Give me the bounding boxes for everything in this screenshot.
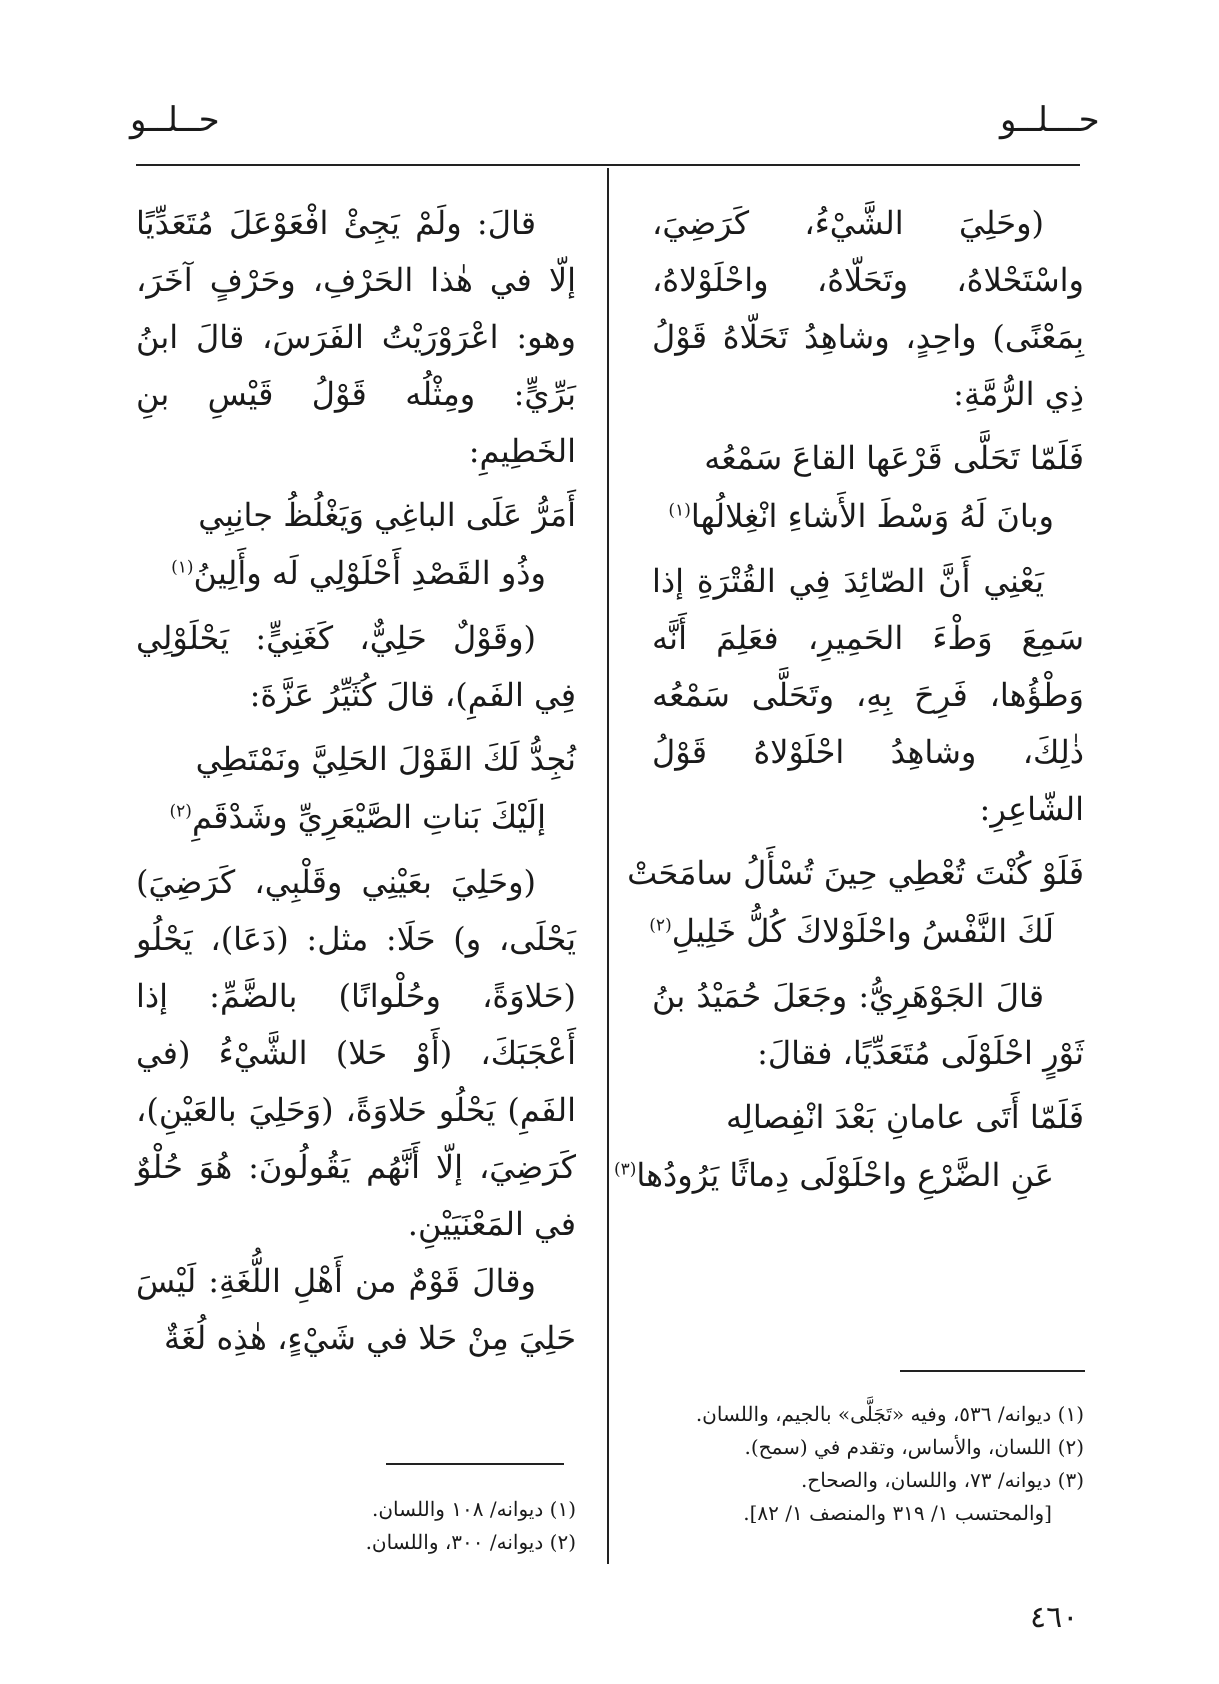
- left-column: [136, 195, 576, 1367]
- right-verse-1-first-hemistich: فَلَمّا تَحَلَّى قَرْعَها القاعَ سَمْعُه: [704, 439, 1084, 477]
- footnote-rule-left: [386, 1463, 564, 1465]
- right-footnotes: [652, 1398, 1084, 1530]
- left-verse-1-second-hemistich: [136, 544, 576, 602]
- footnote-marker: (٣): [613, 1159, 637, 1180]
- header-rule: [136, 164, 1080, 166]
- left-paragraph-2: (وقَوْلٌ حَلِيٌّ، كَغَنِيٍّ: يَحْلَوْلِي فِي الفَمِ)، قالَ كُثَيِّرُ عَزَّةَ:: [136, 619, 576, 714]
- footnote-2: (٢) اللسان، والأساس، وتقدم في (سمح).: [744, 1435, 1084, 1459]
- verse-text: إلَيْكَ بَناتِ الصَّيْعَرِيِّ وشَدْقَمِ: [191, 798, 546, 836]
- right-verse-3-first-hemistich: فَلَمّا أَتَى عامانِ بَعْدَ انْفِصالِه: [725, 1098, 1084, 1136]
- verse-text: وذُو القَصْدِ أَحْلَوْلِي لَه وأَلِينُ: [193, 554, 546, 592]
- right-verse-3-second-hemistich: [613, 1146, 1084, 1204]
- header-root-left: حــلــو: [130, 100, 220, 140]
- footnote-rule-right: [900, 1370, 1085, 1372]
- left-footnotes: [136, 1493, 576, 1559]
- verse-text: عَنِ الضَّرْعِ واحْلَوْلَى دِماثًا يَرُودُها: [636, 1156, 1054, 1194]
- footnote-2: (٢) ديوانه/ ٣٠٠، واللسان.: [365, 1530, 576, 1554]
- right-verse-1-second-hemistich: [652, 487, 1084, 545]
- verse-text: لَكَ النَّفْسُ واحْلَوْلاكَ كُلُّ خَلِيلِ: [671, 912, 1054, 950]
- footnote-marker: (٢): [169, 801, 192, 822]
- footnote-1: (١) ديوانه/ ٥٣٦، وفيه «تَجَلَّى» بالجيم، واللسان.: [695, 1402, 1084, 1426]
- right-verse-1: [652, 429, 1084, 545]
- footnote-3-continuation: [والمحتسب ١/ ٣١٩ والمنصف ١/ ٨٢].: [743, 1501, 1052, 1525]
- right-paragraph-1: (وحَلِيَ الشَّيْءُ، كَرَضِيَ، واسْتَحْلاهُ، وتَحَلّاهُ، واحْلَوْلاهُ، بِمَعْنًى) واحِدٍ، وشاهِدُ تَحَلّاهُ قَوْلُ ذِي الرُّمَّةِ:: [652, 204, 1084, 413]
- column-divider: [607, 168, 609, 1564]
- footnote-marker: (٢): [649, 915, 672, 936]
- left-paragraph-4: وقالَ قَوْمٌ من أَهْلِ اللُّغَةِ: لَيْسَ حَلِيَ مِنْ حَلا في شَيْءٍ، هٰذِه لُغَةٌ: [136, 1262, 576, 1357]
- left-paragraph-1: قالَ: ولَمْ يَجِئْ افْعَوْعَلَ مُتَعَدِّيًا إلّا في هٰذا الحَرْفِ، وحَرْفٍ آخَرَ، وهو: اعْرَوْرَيْتُ الفَرَسَ، قالَ ابنُ بَرِّيٍّ: ومِثْلُه قَوْلُ قَيْسِ بنِ الخَطِيمِ:: [136, 204, 576, 470]
- left-verse-1-first-hemistich: أَمَرُّ عَلَى الباغِي وَيَغْلُظُ جانِبِي: [198, 496, 576, 534]
- footnote-marker: (١): [171, 557, 194, 578]
- right-paragraph-3: قالَ الجَوْهَرِيُّ: وجَعَلَ حُمَيْدُ بنُ ثَوْرٍ احْلَوْلَى مُتَعَدِّيًا، فقالَ:: [652, 977, 1084, 1072]
- right-verse-2: [627, 844, 1084, 960]
- left-paragraph-3: (وحَلِيَ بعَيْنِي وقَلْبِي، كَرَضِيَ) يَحْلَى، و) حَلَا: مثل: (دَعَا)، يَحْلُو (حَلاوَةً، وحُلْوانًا) بالضَّمِّ: إذا أَعْجَبَكَ، (أَوْ حَلا) الشَّيْءُ (في الفَمِ) يَحْلُو حَلاوَةً، (وَحَلِيَ بالعَيْنِ)، كَرَضِيَ، إلّا أَنَّهُم يَقُولُونَ: هُوَ حُلْوٌ في المَعْنَيَيْنِ.: [136, 863, 576, 1243]
- left-verse-2-second-hemistich: [136, 788, 576, 846]
- footnote-marker: (١): [668, 500, 691, 521]
- right-verse-2-first-hemistich: فَلَوْ كُنْتَ تُعْطِي حِينَ تُسْأَلُ سامَحَتْ: [627, 854, 1084, 892]
- right-paragraph-2: يَعْنِي أَنَّ الصّائِدَ فِي القُتْرَةِ إذا سَمِعَ وَطْءَ الحَمِيرِ، فعَلِمَ أَنَّه وَطْؤُها، فَرِحَ بِهِ، وتَحَلَّى سَمْعُه ذٰلِكَ، وشاهِدُ احْلَوْلاهُ قَوْلُ الشّاعِرِ:: [652, 562, 1084, 828]
- right-verse-3: [613, 1088, 1084, 1204]
- page-number: ٤٦٠: [1030, 1600, 1079, 1635]
- header-root-right: حـــلــو: [1000, 100, 1100, 140]
- left-verse-2: [136, 730, 576, 846]
- right-verse-2-second-hemistich: [649, 902, 1084, 960]
- left-verse-1: [136, 486, 576, 602]
- left-verse-2-first-hemistich: نُجِدُّ لَكَ القَوْلَ الحَلِيَّ ونَمْتَطِي: [195, 740, 576, 778]
- verse-text: وبانَ لَهُ وَسْطَ الأَشاءِ انْغِلالُها: [690, 497, 1054, 535]
- right-column: [613, 195, 1084, 1212]
- footnote-3: (٣) ديوانه/ ٧٣، واللسان، والصحاح.: [800, 1468, 1084, 1492]
- footnote-1: (١) ديوانه/ ١٠٨ واللسان.: [372, 1497, 576, 1521]
